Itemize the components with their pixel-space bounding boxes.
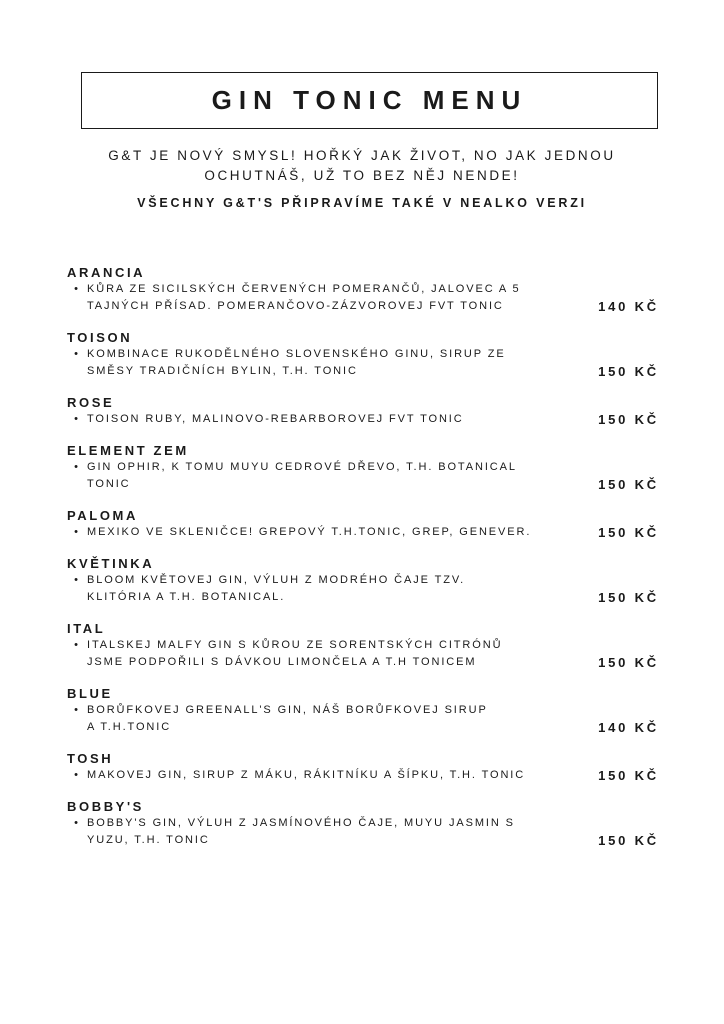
desc-line: GIN OPHIR, K TOMU MUYU CEDROVÉ DŘEVO, T.H. BOTANICAL [87, 461, 517, 473]
bullet-icon: • [74, 704, 80, 716]
bullet-icon: • [74, 769, 80, 781]
desc-line: MEXIKO VE SKLENIČCE! GREPOVÝ T.H.TONIC, GREP, GENEVER. [87, 526, 532, 538]
item-price: 150 KČ [598, 477, 659, 492]
desc-line: TOISON RUBY, MALINOVO-REBARBOROVEJ FVT TONIC [87, 413, 464, 425]
desc-line: MAKOVEJ GIN, SIRUP Z MÁKU, RÁKITNÍKU A ŠÍPKU, T.H. TONIC [87, 769, 526, 781]
item-price: 150 KČ [598, 833, 659, 848]
bullet-icon: • [74, 348, 80, 360]
desc-line: BOBBY'S GIN, VÝLUH Z JASMÍNOVÉHO ČAJE, MUYU JASMIN S [87, 817, 515, 829]
desc-line: BLOOM KVĚTOVEJ GIN, VÝLUH Z MODRÉHO ČAJE TZV. [87, 574, 466, 586]
desc-line: A T.H.TONIC [87, 721, 172, 733]
item-price: 150 KČ [598, 364, 659, 379]
bullet-icon: • [74, 526, 80, 538]
menu-item-kvetinka [67, 555, 663, 606]
item-description [67, 524, 557, 541]
desc-line: BORŮFKOVEJ GREENALL'S GIN, NÁŠ BORŮFKOVEJ SIRUP [87, 704, 488, 716]
menu-item-blue [67, 685, 663, 736]
intro-line: G&T JE NOVÝ SMYSL! HOŘKÝ JAK ŽIVOT, NO JAK JEDNOU [108, 148, 616, 163]
item-price: 150 KČ [598, 590, 659, 605]
desc-line: KŮRA ZE SICILSKÝCH ČERVENÝCH POMERANČŮ, JALOVEC A 5 [87, 283, 521, 295]
item-name: ARANCIA [67, 265, 146, 280]
bullet-icon: • [74, 639, 80, 651]
menu-item-arancia [67, 264, 663, 315]
bullet-icon: • [74, 283, 80, 295]
item-description [67, 281, 557, 315]
menu-item-toison [67, 329, 663, 380]
desc-line: TONIC [87, 478, 131, 490]
bullet-icon: • [74, 413, 80, 425]
desc-line: SMĚSY TRADIČNÍCH BYLIN, T.H. TONIC [87, 365, 358, 377]
menu-list [67, 264, 663, 863]
item-price: 150 KČ [598, 412, 659, 427]
item-description [67, 572, 557, 606]
desc-line: KOMBINACE RUKODĚLNÉHO SLOVENSKÉHO GINU, SIRUP ZE [87, 348, 506, 360]
item-description [67, 767, 557, 784]
menu-item-rose [67, 394, 663, 428]
intro-line: OCHUTNÁŠ, UŽ TO BEZ NĚJ NENDE! [204, 168, 520, 183]
item-description [67, 702, 557, 736]
menu-item-paloma [67, 507, 663, 541]
page-title: GIN TONIC MENU [211, 85, 528, 115]
menu-item-tosh [67, 750, 663, 784]
desc-line: TAJNÝCH PŘÍSAD. POMERANČOVO-ZÁZVOROVEJ FVT TONIC [87, 300, 504, 312]
item-description [67, 411, 557, 428]
item-name: KVĚTINKA [67, 556, 155, 571]
item-description [67, 815, 557, 849]
item-name: BOBBY'S [67, 799, 144, 814]
nealko-note: VŠECHNY G&T'S PŘIPRAVÍME TAKÉ V NEALKO VERZI [137, 196, 587, 210]
bullet-icon: • [74, 817, 80, 829]
item-price: 140 KČ [598, 299, 659, 314]
menu-item-element-zem [67, 442, 663, 493]
bullet-icon: • [74, 574, 80, 586]
item-price: 150 KČ [598, 768, 659, 783]
desc-line: KLITÓRIA A T.H. BOTANICAL. [87, 591, 286, 603]
title-box [81, 72, 658, 129]
item-name: TOISON [67, 330, 133, 345]
intro-text [60, 146, 664, 186]
item-price: 150 KČ [598, 525, 659, 540]
item-description [67, 346, 557, 380]
desc-line: YUZU, T.H. TONIC [87, 834, 210, 846]
item-name: ELEMENT ZEM [67, 443, 189, 458]
desc-line: JSME PODPOŘILI S DÁVKOU LIMONČELA A T.H TONICEM [87, 656, 477, 668]
item-description [67, 637, 557, 671]
item-price: 150 KČ [598, 655, 659, 670]
item-name: ROSE [67, 395, 115, 410]
item-name: BLUE [67, 686, 113, 701]
item-name: ITAL [67, 621, 106, 636]
item-name: TOSH [67, 751, 114, 766]
menu-item-ital [67, 620, 663, 671]
item-description [67, 459, 557, 493]
bullet-icon: • [74, 461, 80, 473]
desc-line: ITALSKEJ MALFY GIN S KŮROU ZE SORENTSKÝCH CITRÓNŮ [87, 639, 503, 651]
menu-item-bobbys [67, 798, 663, 849]
item-name: PALOMA [67, 508, 138, 523]
item-price: 140 KČ [598, 720, 659, 735]
